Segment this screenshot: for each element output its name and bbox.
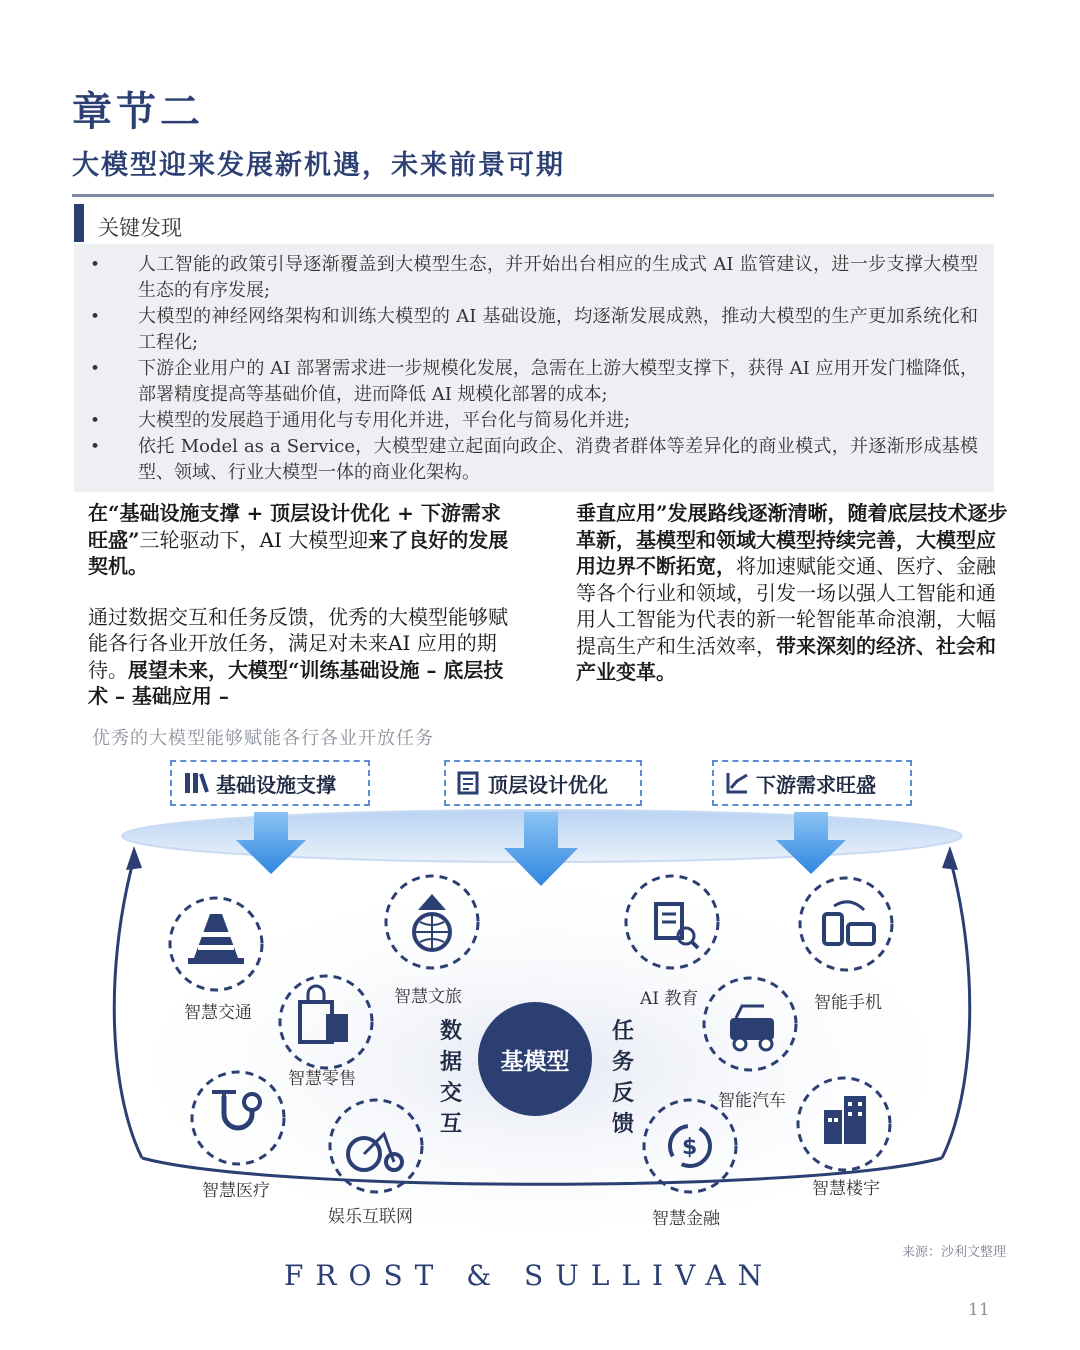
page-subtitle: 大模型迎来发展新机遇，未来前景可期: [72, 150, 565, 181]
vertical-char: 反: [611, 1080, 634, 1106]
empowerment-diagram: [72, 718, 1022, 1238]
key-findings-list: [74, 244, 994, 492]
roadmap-bold: 垂直应用”发展路线逐渐清晰，随着底层技术逐步革新，基模型和领域大模型持续完善，大模型应用边界不断拓宽，: [576, 501, 1008, 578]
driver-infrastructure: [170, 760, 370, 806]
base-model-hub: 基模型: [478, 1002, 592, 1116]
body-left-column: [88, 500, 520, 710]
app-label-culture-travel: 智慧文旅: [394, 987, 462, 1007]
driver-top-design: [444, 760, 642, 806]
key-finding-text: 依托 Model as a Service，大模型建立起面向政企、消费者群体等差异化的商业模式，并逐渐形成基模型、领域、行业大模型一体的商业化架构。: [138, 436, 978, 483]
vertical-char: 务: [611, 1049, 634, 1075]
key-finding-item: [88, 252, 978, 304]
app-label-medical: 智慧医疗: [202, 1181, 270, 1201]
driver-label: 基础设施支撑: [216, 772, 336, 797]
intro-text: 三轮驱动下，AI 大模型迎: [139, 527, 369, 552]
key-finding-item: [88, 356, 978, 408]
key-findings-header: [74, 200, 994, 242]
bullet: •: [90, 437, 101, 457]
key-finding-text: 下游企业用户的 AI 部署需求进一步规模化发展，急需在上游大模型支撑下，获得 AI 应用开发门槛降低，部署精度提高等基础价值，进而降低 AI 规模化部署的成本;: [138, 358, 978, 405]
outlook-continued-paragraph: [576, 500, 1012, 686]
diagram-caption: 优秀的大模型能够赋能各行各业开放任务: [92, 728, 434, 749]
driver-label: 顶层设计优化: [488, 772, 608, 797]
source-note: 来源：沙利文整理: [902, 1245, 1007, 1260]
outlook-bold: 展望未来，大模型“训练基础设施 – 底层技术 – 基础应用 –: [88, 657, 504, 708]
app-label-building: 智慧楼宇: [812, 1179, 880, 1199]
app-label-car: 智能汽车: [718, 1091, 786, 1111]
impact-bold: 带来深刻的经济、社会和产业变革。: [576, 633, 996, 684]
key-finding-text: 人工智能的政策引导逐渐覆盖到大模型生态，并开始出台相应的生成式 AI 监管建议，进一步支撑大模型生态的有序发展;: [138, 254, 978, 301]
app-label-phone: 智能手机: [814, 993, 882, 1013]
task-feedback-label: [610, 1016, 636, 1140]
key-finding-item: [88, 304, 978, 356]
app-label-entertainment: 娱乐互联网: [328, 1207, 413, 1227]
driver-label: 下游需求旺盛: [756, 772, 876, 797]
bullet: •: [90, 307, 101, 327]
growth-chart-icon: [724, 770, 750, 796]
key-findings-title: 关键发现: [98, 216, 182, 240]
app-label-transport: 智慧交通: [184, 1003, 252, 1023]
paragraph-gap: [88, 580, 520, 604]
page-number: 11: [968, 1300, 990, 1320]
body-right-column: [576, 500, 1012, 686]
vertical-char: 数: [439, 1018, 462, 1044]
intro-paragraph: [88, 500, 520, 580]
key-finding-item: [88, 408, 978, 434]
vertical-char: 据: [439, 1049, 462, 1075]
bullet: •: [90, 255, 101, 275]
brand-logo-text: FROST & SULLIVAN: [284, 1259, 775, 1292]
roadmap-text: 将加速赋能交通、医疗、金融等各个行业和领域，引发一场以强人工智能和通用人工智能为代表的新一轮智能革命浪潮，大幅提高生产和生活效率，: [576, 554, 996, 658]
intro-bold-b: 来了良好的发展契机。: [88, 527, 509, 578]
app-label-finance: 智慧金融: [652, 1209, 720, 1229]
chapter-title: 章节二: [72, 88, 204, 135]
app-label-retail: 智慧零售: [288, 1069, 356, 1089]
document-icon: [456, 770, 482, 796]
key-finding-item: [88, 434, 978, 486]
driver-downstream-demand: [712, 760, 912, 806]
key-finding-text: 大模型的神经网络架构和训练大模型的 AI 基础设施，均逐渐发展成熟，推动大模型的生产更加系统化和工程化;: [138, 306, 978, 353]
key-finding-text: 大模型的发展趋于通用化与专用化并进，平台化与简易化并进;: [138, 410, 631, 431]
key-findings-accent-bar: [74, 204, 84, 242]
outlook-text: 通过数据交互和任务反馈，优秀的大模型能够赋能各行各业开放任务，满足对未来AI 应用的期待。: [88, 604, 508, 682]
outlook-paragraph: [88, 604, 520, 710]
vertical-char: 互: [439, 1111, 462, 1137]
bullet: •: [90, 411, 101, 431]
app-label-education: AI 教育: [640, 989, 699, 1009]
key-findings-panel: [74, 200, 994, 492]
intro-bold-a: 在“基础设施支撑 + 顶层设计优化 + 下游需求旺盛”: [88, 501, 501, 552]
svg-text:$: $: [682, 1135, 698, 1160]
vertical-char: 交: [439, 1080, 462, 1106]
vertical-char: 任: [611, 1018, 634, 1044]
title-divider: [72, 194, 994, 197]
infrastructure-icon: [182, 770, 210, 796]
vertical-char: 馈: [611, 1111, 634, 1137]
data-interaction-label: [438, 1016, 464, 1140]
bullet: •: [90, 359, 101, 379]
